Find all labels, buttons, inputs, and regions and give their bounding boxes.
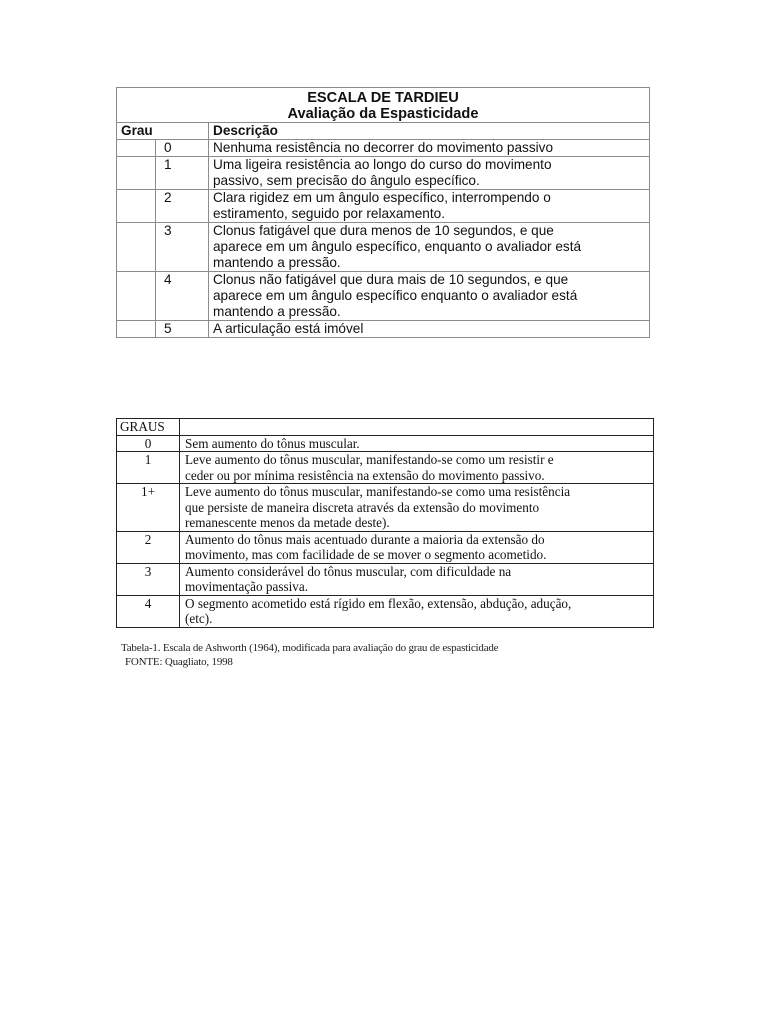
tardieu-title: ESCALA DE TARDIEU	[307, 90, 459, 106]
ashworth-description-line: Sem aumento do tônus muscular.	[185, 435, 360, 451]
ashworth-description	[180, 531, 654, 563]
ashworth-description	[180, 484, 654, 532]
tardieu-description-line: passivo, sem precisão do ângulo específico.	[213, 173, 480, 188]
ashworth-rows	[117, 435, 654, 627]
tardieu-title-row	[117, 88, 650, 123]
ashworth-grade: 2	[117, 531, 180, 563]
ashworth-grade: 3	[117, 563, 180, 595]
tardieu-empty-cell	[117, 190, 156, 223]
ashworth-row	[117, 563, 654, 595]
ashworth-graus-header: GRAUS	[117, 419, 180, 436]
ashworth-description-line: ceder ou por mínima resistência na extensão do movimento passivo.	[185, 467, 545, 483]
ashworth-row	[117, 452, 654, 484]
ashworth-scale-table	[116, 418, 654, 628]
tardieu-description-line: Nenhuma resistência no decorrer do movimento passivo	[213, 140, 554, 155]
tardieu-grade: 4	[156, 272, 209, 321]
tardieu-description	[209, 190, 650, 223]
caption-source: FONTE: Quagliato, 1998	[125, 656, 233, 668]
ashworth-description-line: (etc).	[185, 611, 213, 626]
ashworth-description-line: Leve aumento do tônus muscular, manifestando-se como uma resistência	[185, 484, 571, 499]
tardieu-description	[209, 272, 650, 321]
tardieu-row	[117, 157, 650, 190]
tardieu-description-line: estiramento, seguido por relaxamento.	[213, 206, 445, 221]
ashworth-grade: 1	[117, 452, 180, 484]
ashworth-description	[180, 595, 654, 627]
ashworth-description-line: movimentação passiva.	[185, 579, 309, 594]
tardieu-description-line: mantendo a pressão.	[213, 304, 341, 319]
tardieu-empty-cell	[117, 157, 156, 190]
tardieu-description-line: mantendo a pressão.	[213, 255, 341, 270]
tardieu-description-line: Clonus não fatigável que dura mais de 10 segundos, e que	[213, 272, 569, 287]
tardieu-description-line: Clara rigidez em um ângulo específico, interrompendo o	[213, 190, 551, 205]
tardieu-description-line: aparece em um ângulo específico, enquanto o avaliador está	[213, 239, 582, 254]
tardieu-row	[117, 321, 650, 338]
tardieu-description-line: Uma ligeira resistência ao longo do curso do movimento	[213, 157, 552, 172]
tardieu-header-row	[117, 123, 650, 140]
tardieu-grade: 2	[156, 190, 209, 223]
tardieu-description-line: aparece em um ângulo específico enquanto o avaliador está	[213, 288, 578, 303]
ashworth-description	[180, 563, 654, 595]
tardieu-empty-cell	[117, 223, 156, 272]
ashworth-desc-header	[180, 419, 654, 436]
tardieu-description	[209, 157, 650, 190]
ashworth-description	[180, 452, 654, 484]
tardieu-rows	[117, 140, 650, 338]
ashworth-row	[117, 484, 654, 532]
tardieu-description-line: Clonus fatigável que dura menos de 10 segundos, e que	[213, 223, 554, 238]
tardieu-grade: 0	[156, 140, 209, 157]
ashworth-description	[180, 435, 654, 452]
table-caption	[121, 641, 498, 669]
ashworth-description-line: remanescente menos da metade deste).	[185, 515, 390, 530]
ashworth-description-line: Leve aumento do tônus muscular, manifestando-se como um resistir e	[185, 452, 554, 467]
tardieu-title-cell	[117, 88, 650, 123]
tardieu-grau-header: Grau	[117, 123, 209, 140]
ashworth-description-line: Aumento considerável do tônus muscular, com dificuldade na	[185, 563, 512, 579]
ashworth-row	[117, 435, 654, 452]
ashworth-description-line: Aumento do tônus mais acentuado durante a maioria da extensão do	[185, 531, 545, 547]
tardieu-empty-cell	[117, 140, 156, 157]
tardieu-empty-cell	[117, 272, 156, 321]
ashworth-row	[117, 531, 654, 563]
tardieu-description	[209, 321, 650, 338]
tardieu-empty-cell	[117, 321, 156, 338]
tardieu-scale-table	[116, 87, 650, 338]
ashworth-row	[117, 595, 654, 627]
tardieu-grade: 5	[156, 321, 209, 338]
ashworth-description-line: que persiste de maneira discreta através da extensão do movimento	[185, 499, 540, 515]
tardieu-row	[117, 223, 650, 272]
tardieu-description-line: A articulação está imóvel	[213, 321, 364, 336]
tardieu-row	[117, 272, 650, 321]
tardieu-subtitle: Avaliação da Espasticidade	[287, 106, 479, 122]
tardieu-grade: 3	[156, 223, 209, 272]
ashworth-grade: 0	[117, 435, 180, 452]
ashworth-grade: 4	[117, 595, 180, 627]
tardieu-description	[209, 223, 650, 272]
tardieu-grade: 1	[156, 157, 209, 190]
ashworth-description-line: O segmento acometido está rígido em flexão, extensão, abdução, adução,	[185, 595, 572, 611]
caption-title: Tabela-1. Escala de Ashworth (1964), modificada para avaliação do grau de espasticidade	[121, 642, 499, 654]
tardieu-row	[117, 190, 650, 223]
tardieu-desc-header: Descrição	[209, 123, 650, 140]
ashworth-description-line: movimento, mas com facilidade de se mover o segmento acometido.	[185, 547, 547, 562]
ashworth-header-row	[117, 419, 654, 436]
ashworth-grade: 1+	[117, 484, 180, 532]
tardieu-description	[209, 140, 650, 157]
tardieu-row	[117, 140, 650, 157]
